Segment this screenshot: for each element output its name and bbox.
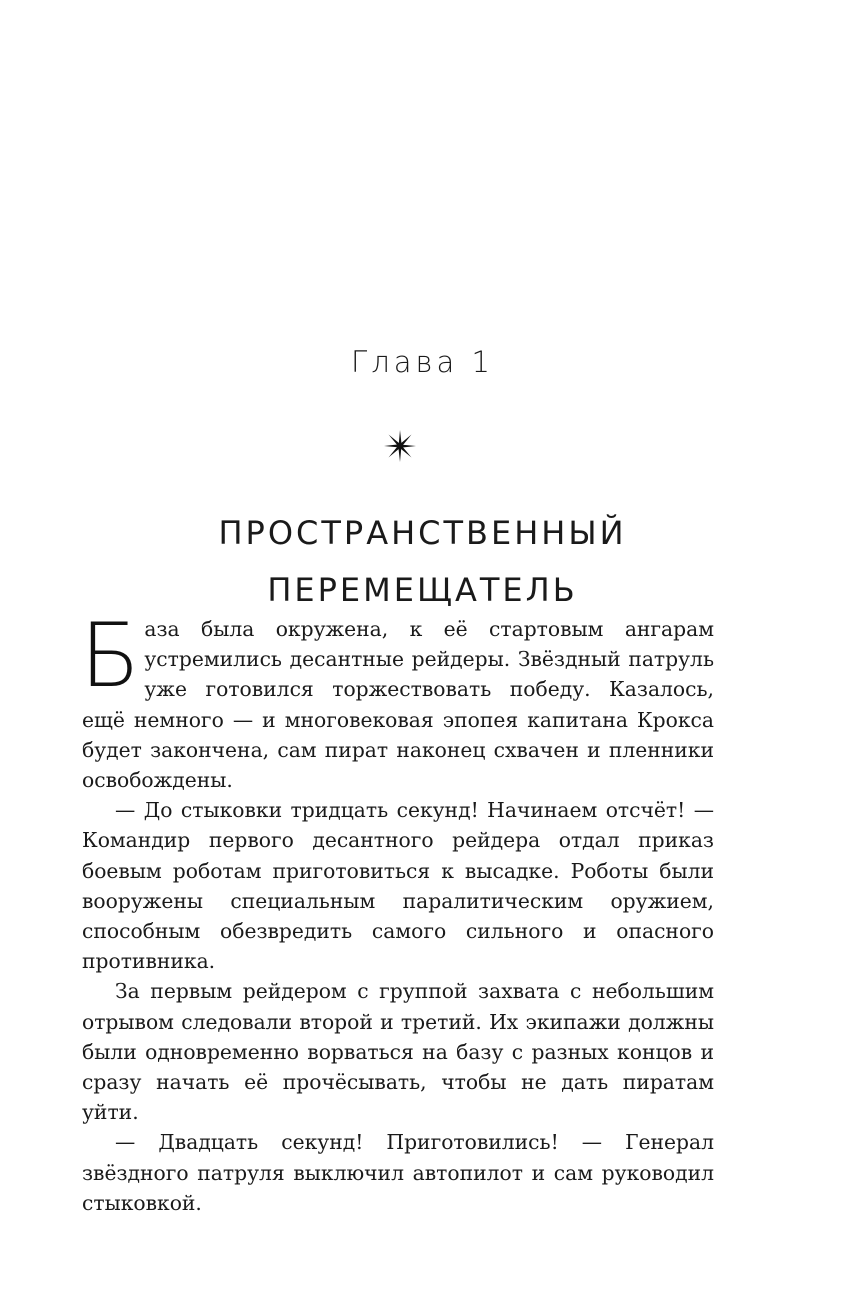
chapter-title-line-1: ПРОСТРАНСТВЕННЫЙ xyxy=(218,514,627,552)
paragraph-1 xyxy=(80,604,714,795)
paragraph-1-text: аза была окружена, к её стартовым ангарам устремились десантные рейдеры. Звёздный патруль уже готовился торжествовать победу. Казалось, ещё немного — и многовековая эпопея капитана Крокса будет закончена, сам пират наконец схвачен и пленники освобождены. xyxy=(82,617,714,793)
eight-point-star-icon xyxy=(384,430,416,462)
chapter-title-line-2: ПЕРЕМЕЩАТЕЛЬ xyxy=(267,571,578,609)
chapter-title xyxy=(0,505,845,619)
paragraph-2: — До стыковки тридцать секунд! Начинаем отсчёт! — Командир первого десантного рейдера отдал приказ боевым роботам приготовиться к высадке. Роботы были вооружены специальным паралитическим оружием, способным обезвредить самого сильного и опасного противника. xyxy=(82,798,714,974)
drop-cap: Б xyxy=(80,604,141,707)
chapter-label: Глава 1 xyxy=(351,345,494,379)
paragraph-4: — Двадцать секунд! Приготовились! — Генерал звёздного патруля выключил автопилот и сам руководил стыковкой. xyxy=(82,1130,714,1215)
paragraph-3: За первым рейдером с группой захвата с небольшим отрывом следовали второй и третий. Их экипажи должны были одновременно ворваться на базу с разных концов и сразу начать её прочёсывать, чтобы не дать пиратам уйти. xyxy=(82,979,714,1125)
chapter-body xyxy=(80,604,714,1218)
